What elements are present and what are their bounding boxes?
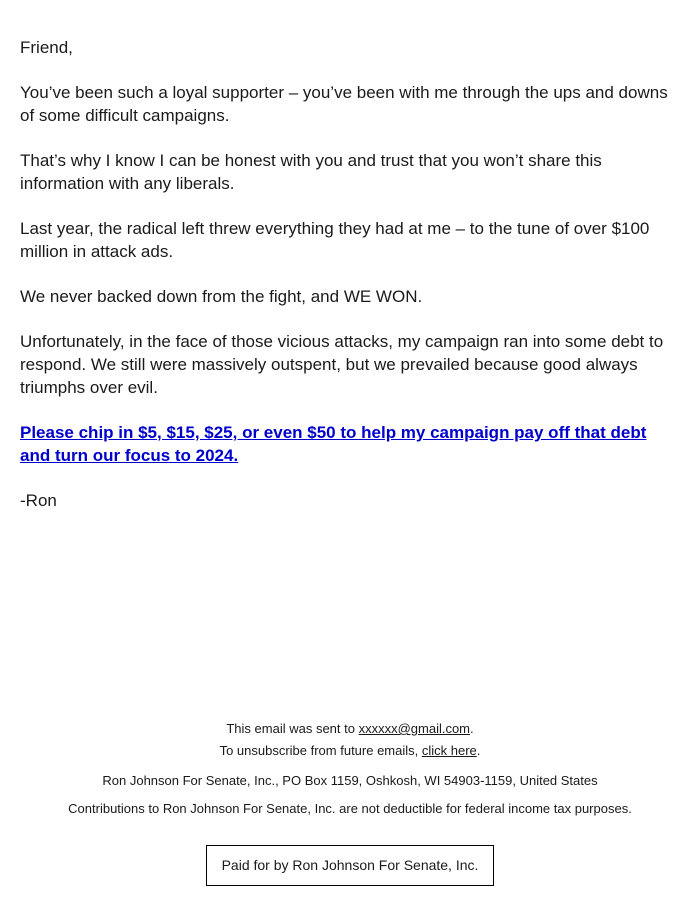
sent-to-text: This email was sent to xyxy=(226,721,359,736)
tax-disclaimer: Contributions to Ron Johnson For Senate, Inc. are not deductible for federal income tax purposes. xyxy=(68,801,632,816)
unsubscribe-line xyxy=(0,740,700,762)
donation-call-to-action xyxy=(20,421,680,467)
paragraph-attack-ads: Last year, the radical left threw everything they had at me – to the tune of over $100 million in attack ads. xyxy=(20,219,650,261)
recipient-email-link[interactable]: xxxxxx@gmail.com xyxy=(358,721,471,736)
unsubscribe-text: To unsubscribe from future emails, xyxy=(219,743,422,758)
email-footer xyxy=(0,718,700,886)
sent-to-line xyxy=(0,718,700,740)
unsubscribe-link[interactable]: click here xyxy=(421,743,477,758)
paragraph-supporter: You’ve been such a loyal supporter – you’ve been with me through the ups and downs of some difficult campaigns. xyxy=(20,83,668,125)
paid-for-text: Paid for by Ron Johnson For Senate, Inc. xyxy=(221,857,479,873)
paragraph-honest: That’s why I know I can be honest with you and trust that you won’t share this information with any liberals. xyxy=(20,151,602,193)
signature: -Ron xyxy=(20,491,57,510)
sent-to-period: . xyxy=(470,721,474,736)
donation-link[interactable]: Please chip in $5, $15, $25, or even $50 to help my campaign pay off that debt and turn our focus to 2024. xyxy=(20,423,647,465)
paragraph-debt: Unfortunately, in the face of those vicious attacks, my campaign ran into some debt to respond. We still were massively outspent, but we prevailed because good always triumphs over evil. xyxy=(20,332,664,397)
unsubscribe-period: . xyxy=(476,743,481,758)
paragraph-we-won: We never backed down from the fight, and WE WON. xyxy=(20,287,423,306)
greeting: Friend, xyxy=(20,38,73,57)
postal-address: Ron Johnson For Senate, Inc., PO Box 1159, Oshkosh, WI 54903-1159, United States xyxy=(102,773,598,788)
paid-for-box xyxy=(206,845,495,886)
